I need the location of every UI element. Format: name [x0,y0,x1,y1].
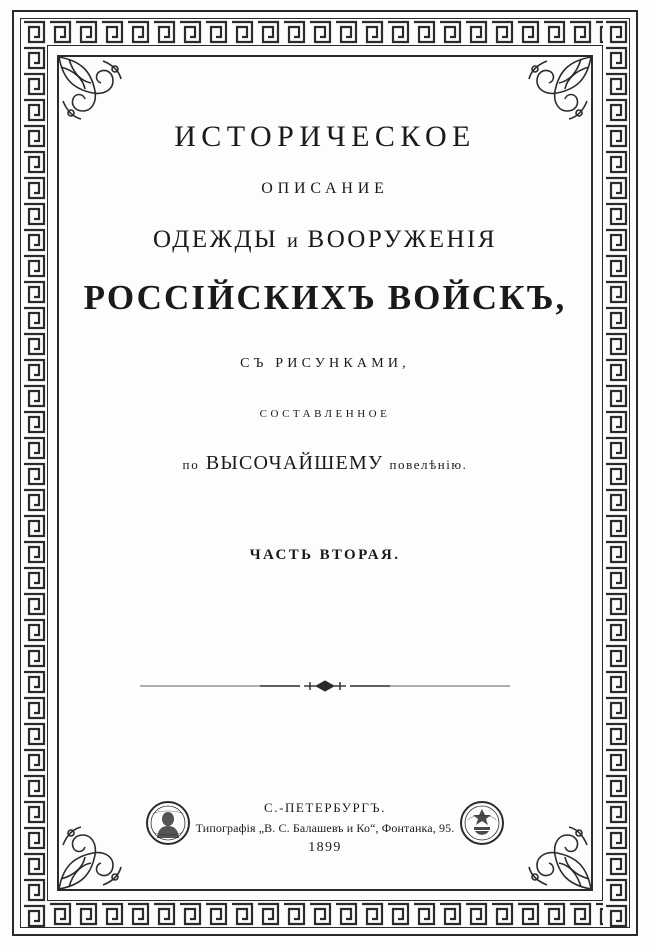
decorative-divider-rule [140,680,510,692]
imprint-printer: Типографія „В. С. Балашевъ и Ко“, Фонтанка, 95. [195,821,455,835]
imprint-block [0,800,650,856]
title-block [70,120,580,564]
title-word-vysochayshemu: ВЫСОЧАЙШЕМУ [205,452,384,474]
volume-part-label: ЧАСТЬ ВТОРАЯ. [249,547,401,563]
title-prefix-po: по [182,457,200,472]
title-word-poveleniyu: повелѣнію. [389,457,468,472]
imprint-city: С.-ПЕТЕРБУРГЪ. [264,800,386,815]
title-conjunction: и [287,230,299,252]
title-word-vooruzheniya: ВООРУЖЕНІЯ [307,226,498,253]
title-imperial-command [70,452,580,475]
title-odezhdy-vooruzheniya [70,226,580,254]
corner-flourish-icon [57,55,131,129]
corner-flourish-icon [519,55,593,129]
title-word-odezhdy: ОДЕЖДЫ [152,226,279,253]
title-subtitle-opisanie: ОПИСАНИЕ [261,180,389,197]
title-with-illustrations: СЪ РИСУНКАМИ, [240,356,410,371]
title-main-line: ИСТОРИЧЕСКОЕ [174,120,476,153]
title-rossiyskih-voysk: РОССІЙСКИХЪ ВОЙСКЪ, [83,278,567,317]
title-compiled-by: СОСТАВЛЕННОЕ [259,408,391,420]
imprint-year: 1899 [308,840,342,855]
